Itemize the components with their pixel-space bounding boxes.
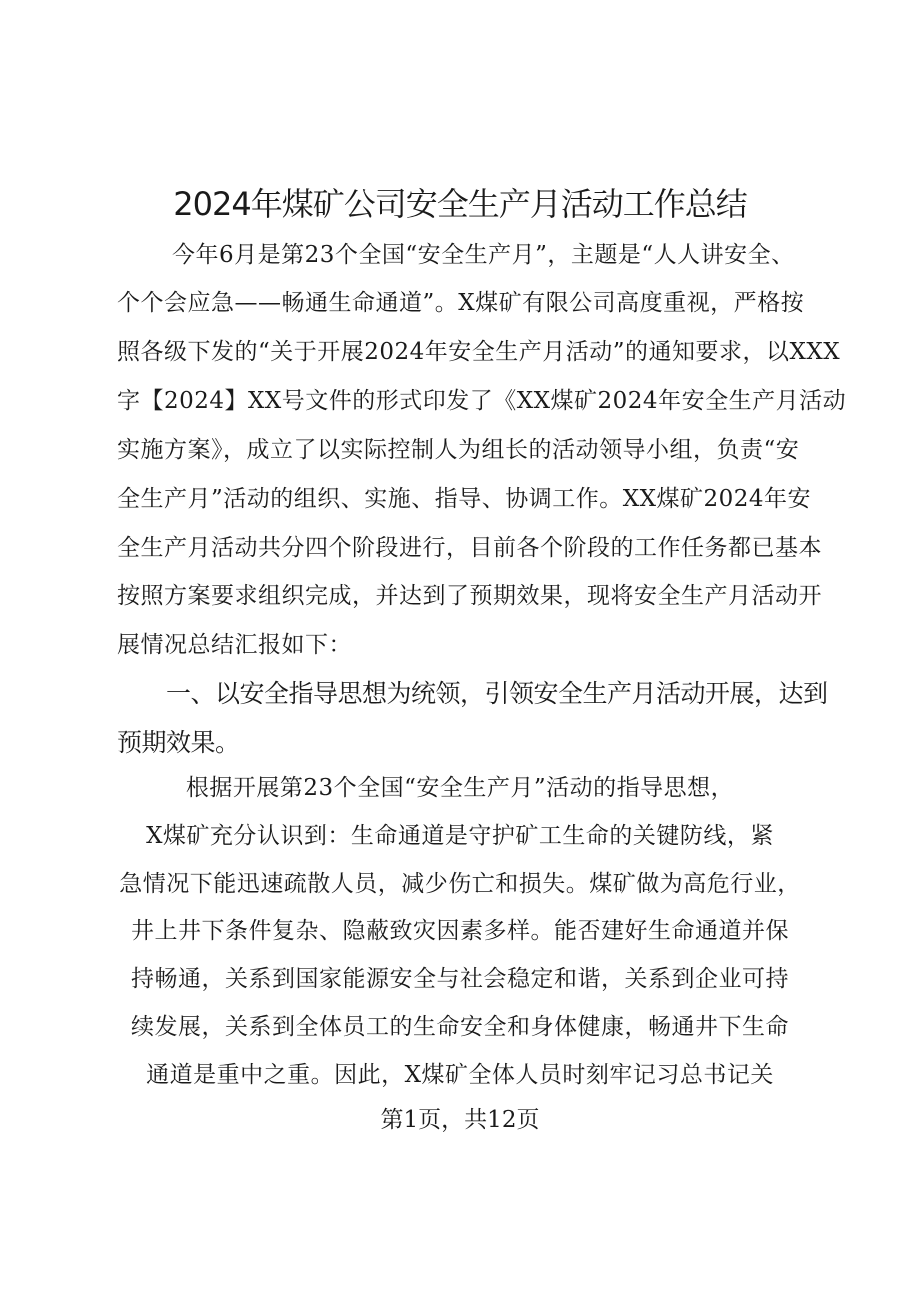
page-number-footer: 第1页，共12页: [380, 1107, 540, 1133]
intro-line: 今年6月是第23个全国“安全生产月”，主题是“人人讲安全、: [172, 242, 795, 268]
intro-line: 全生产月活动共分四个阶段进行，目前各个阶段的工作任务都已基本: [117, 535, 822, 561]
section-heading-line: 一、以安全指导思想为统领，引领安全生产月活动开展，达到: [166, 679, 828, 708]
document-title: 2024年煤矿公司安全生产月活动工作总结: [173, 185, 747, 223]
intro-line: 全生产月”活动的组织、实施、指导、协调工作。XX煤矿2024年安: [117, 486, 812, 512]
intro-line: 字【2024】XX号文件的形式印发了《XX煤矿2024年安全生产月活动: [117, 388, 847, 414]
intro-line: 实施方案》，成立了以实际控制人为组长的活动领导小组，负责“安: [117, 437, 800, 463]
section-body-line: 续发展，关系到全体员工的生命安全和身体健康，畅通井下生命: [131, 1014, 789, 1040]
intro-line: 个个会应急——畅通生命通道”。X煤矿有限公司高度重视，严格按: [117, 290, 805, 316]
section-body-line: 根据开展第23个全国“安全生产月”活动的指导思想，: [185, 775, 735, 801]
section-body-line: X煤矿充分认识到：生命通道是守护矿工生命的关键防线，紧: [146, 823, 774, 849]
section-body-line: 井上井下条件复杂、隐蔽致灾因素多样。能否建好生命通道并保: [131, 918, 789, 944]
section-body-line: 持畅通，关系到国家能源安全与社会稳定和谐，关系到企业可持: [131, 966, 789, 992]
section-body-line: 通道是重中之重。因此，X煤矿全体人员时刻牢记习总书记关: [146, 1062, 774, 1088]
intro-line: 展情况总结汇报如下：: [117, 632, 352, 658]
section-body-line: 急情况下能迅速疏散人员，减少伤亡和损失。煤矿做为高危行业，: [119, 871, 801, 897]
intro-line: 照各级下发的“关于开展2024年安全生产月活动”的通知要求，以XXX: [117, 339, 841, 365]
section-heading-line: 预期效果。: [117, 728, 240, 757]
intro-line: 按照方案要求组织完成，并达到了预期效果，现将安全生产月活动开: [117, 583, 822, 609]
